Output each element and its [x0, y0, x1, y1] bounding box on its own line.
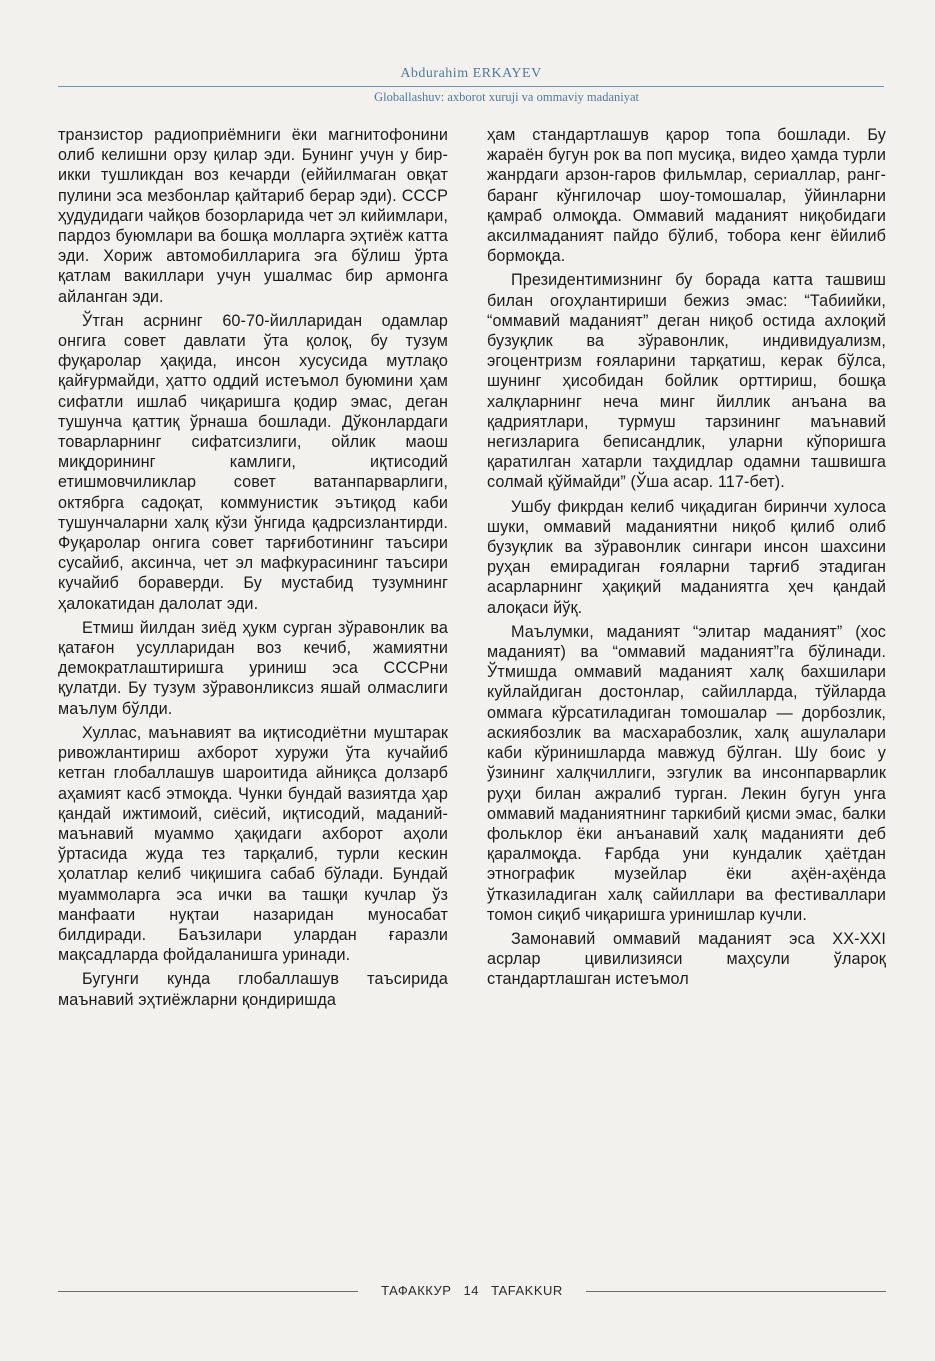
- journal-name-latin: TAFAKKUR: [491, 1283, 563, 1298]
- article-subtitle: Globallashuv: axborot xuruji va ommaviy madaniyat: [374, 90, 639, 104]
- paragraph: Бугунги кунда глобаллашув таъсирида маънавий эҳтиёжларни қондиришда: [58, 970, 448, 1009]
- paragraph: ҳам стандартлашув қарор топа бошлади. Бу жараён бугун рок ва поп мусиқа, видео ҳамда турли жанрдаги арзон-гаров фильмлар, сериаллар, ранг-баранг кўнгилочар шоу-томошалар, ўйинларни қамраб олмоқда. Оммавий маданият ниқобидаги аксилмаданият пайдо бўлиб, тобора кенг ёйилиб бормоқда.: [487, 126, 886, 266]
- paragraph: Ушбу фикрдан келиб чиқадиган биринчи хулоса шуки, оммавий маданиятни ниқоб қилиб олиб бузуқлик ва зўравонлик сингари инсон шахсини руҳан емирадиган ғояларни тарғиб этадиган асарларнинг ҳақиқий маданиятга ҳеч қандай алоқаси йўқ.: [487, 497, 886, 617]
- paragraph: Президентимизнинг бу борада катта ташвиш билан огоҳлантириши бежиз эмас: “Табиийки, “оммавий маданият” деган ниқоб остида ахлоқий бузуқлик ва зўравонлик, индивидуализм, эгоцентризм ғояларини тарқатиш, керак бўлса, шунинг ҳисобидан бойлик орттириш, бошқа халқларнинг неча минг йиллик анъана ва қадриятлари, турмуш тарзининг маънавий негизларига беписандлик, уларни кўпоришга қаратилган хатарли таҳдидлар одамни ташвишга солмай қўймайди” (Ўша асар. 117-бет).: [487, 271, 886, 492]
- page-number: 14: [463, 1283, 480, 1298]
- paragraph: Замонавий оммавий маданият эса XX-XXI асрлар цивилизияси маҳсули ўларoқ стандартлашган истеъмол: [487, 929, 886, 989]
- left-column: [58, 125, 448, 1010]
- page-header: [58, 64, 884, 114]
- right-column: [487, 125, 886, 990]
- paragraph: Маълумки, маданият “элитар маданият” (хос маданият) ва “оммавий маданият”га бўлинади. Ўтмишда оммавий маданият халқ бахшилари куйлайдиган достонлар, сайилларда, тўйларда оммага кўрсатиладиган томошалар — дорбозлик, аскиябозлик ва масхарабозлик, халқ ашулалари каби кўринишларда мавжуд бўлган. Шу боис у ўзининг халқчиллиги, эзгулик ва инсонпарварлик руҳи билан ажралиб турган. Лекин бугун унга оммавий маданиятнинг таркибий қисми эмас, балки фольклор ёки анъанавий халқ маданияти деб қаралмоқда. Ғарбда уни кундалик ҳаётдан этнографик музейлар ёки аҳён-аҳёнда ўтказиладиган халқ сайиллари ва фестиваллари томон сиқиб чиқаришга уринишлар кучли.: [487, 622, 886, 924]
- paragraph: транзистор радиоприёмниги ёки магнитофонини олиб келишни орзу қилар эди. Бунинг учун у бир-икки тушликдан воз кечарди (еййилмаган овқат пулини эса мезбонлар қайтариб берар эди). СССР ҳудудидаги чайқов бозорларида чет эл кийимлари, пардоз буюмлари ва бошқа молларга эҳтиёж катта эди. Хориж автомобилларига эга бўлиш ўрта қатлам вакиллари учун ушалмас бир армонга айланган эди.: [58, 126, 448, 306]
- paragraph: Ўтган асрнинг 60-70-йилларидан одамлар онгига совет давлати ўта қолоқ, бу тузум фуқаролар ҳақида, инсон хусусида мутлақо қайғурмайди, ҳатто оддий истеъмол буюмини ҳам сифатли ишлаб чиқаришга қодир эмас, деган тушунча қаттиқ ўрнаша бошлади. Дўконлардаги товарларнинг сифатсизлиги, ойлик маош миқдорининг камлиги, иқтисодий етишмовчиликлар совет ватанпарварлиги, октябрга садоқат, коммунистик эътиқод каби тушунчаларни халқ кўзи ўнгида қадрсизлантирди. Фуқаролар онгига совет тарғиботининг таъсири сусайиб, аксинча, чет эл мафкурасининг таъсири кучайиб бораверди. Бу мустабид тузумнинг ҳалокатидан далолат эди.: [58, 311, 448, 613]
- footer-rule-right: [586, 1291, 886, 1292]
- page-footer: [58, 1281, 886, 1303]
- paragraph: Хуллас, маънавият ва иқтисодиётни муштарак ривожлантириш ахборот хуружи ўта кучайиб кетган глобаллашув шароитида айниқса долзарб аҳамият касб этмоқда. Чунки бундай вазиятда ҳар қандай ижтимоий, сиёсий, иқтисодий, маданий-маънавий муаммо ҳақидаги ахборот аҳоли ўртасида жуда тез тарқалиб, турли кескин ҳолатлар келиб чиқишига сабаб бўлади. Бундай муаммоларга эса ички ва ташқи кучлар ўз манфаати нуқтаи назаридан муносабат билдиради. Баъзилари улардан ғаразли мақсадларда фойдаланишга уринади.: [58, 723, 448, 965]
- header-rule: [58, 86, 884, 87]
- author-name: Abdurahim ERKAYEV: [400, 66, 542, 81]
- paragraph: Етмиш йилдан зиёд ҳукм сурган зўравонлик ва қатағон усулларидан воз кечиб, жамиятни демократлаштиришга уриниш эса СССРни қулатди. Бу тузум зўравонликсиз яшай олмаслиги маълум бўлди.: [58, 618, 448, 718]
- journal-name-cyrillic: ТАФАККУР: [381, 1283, 452, 1298]
